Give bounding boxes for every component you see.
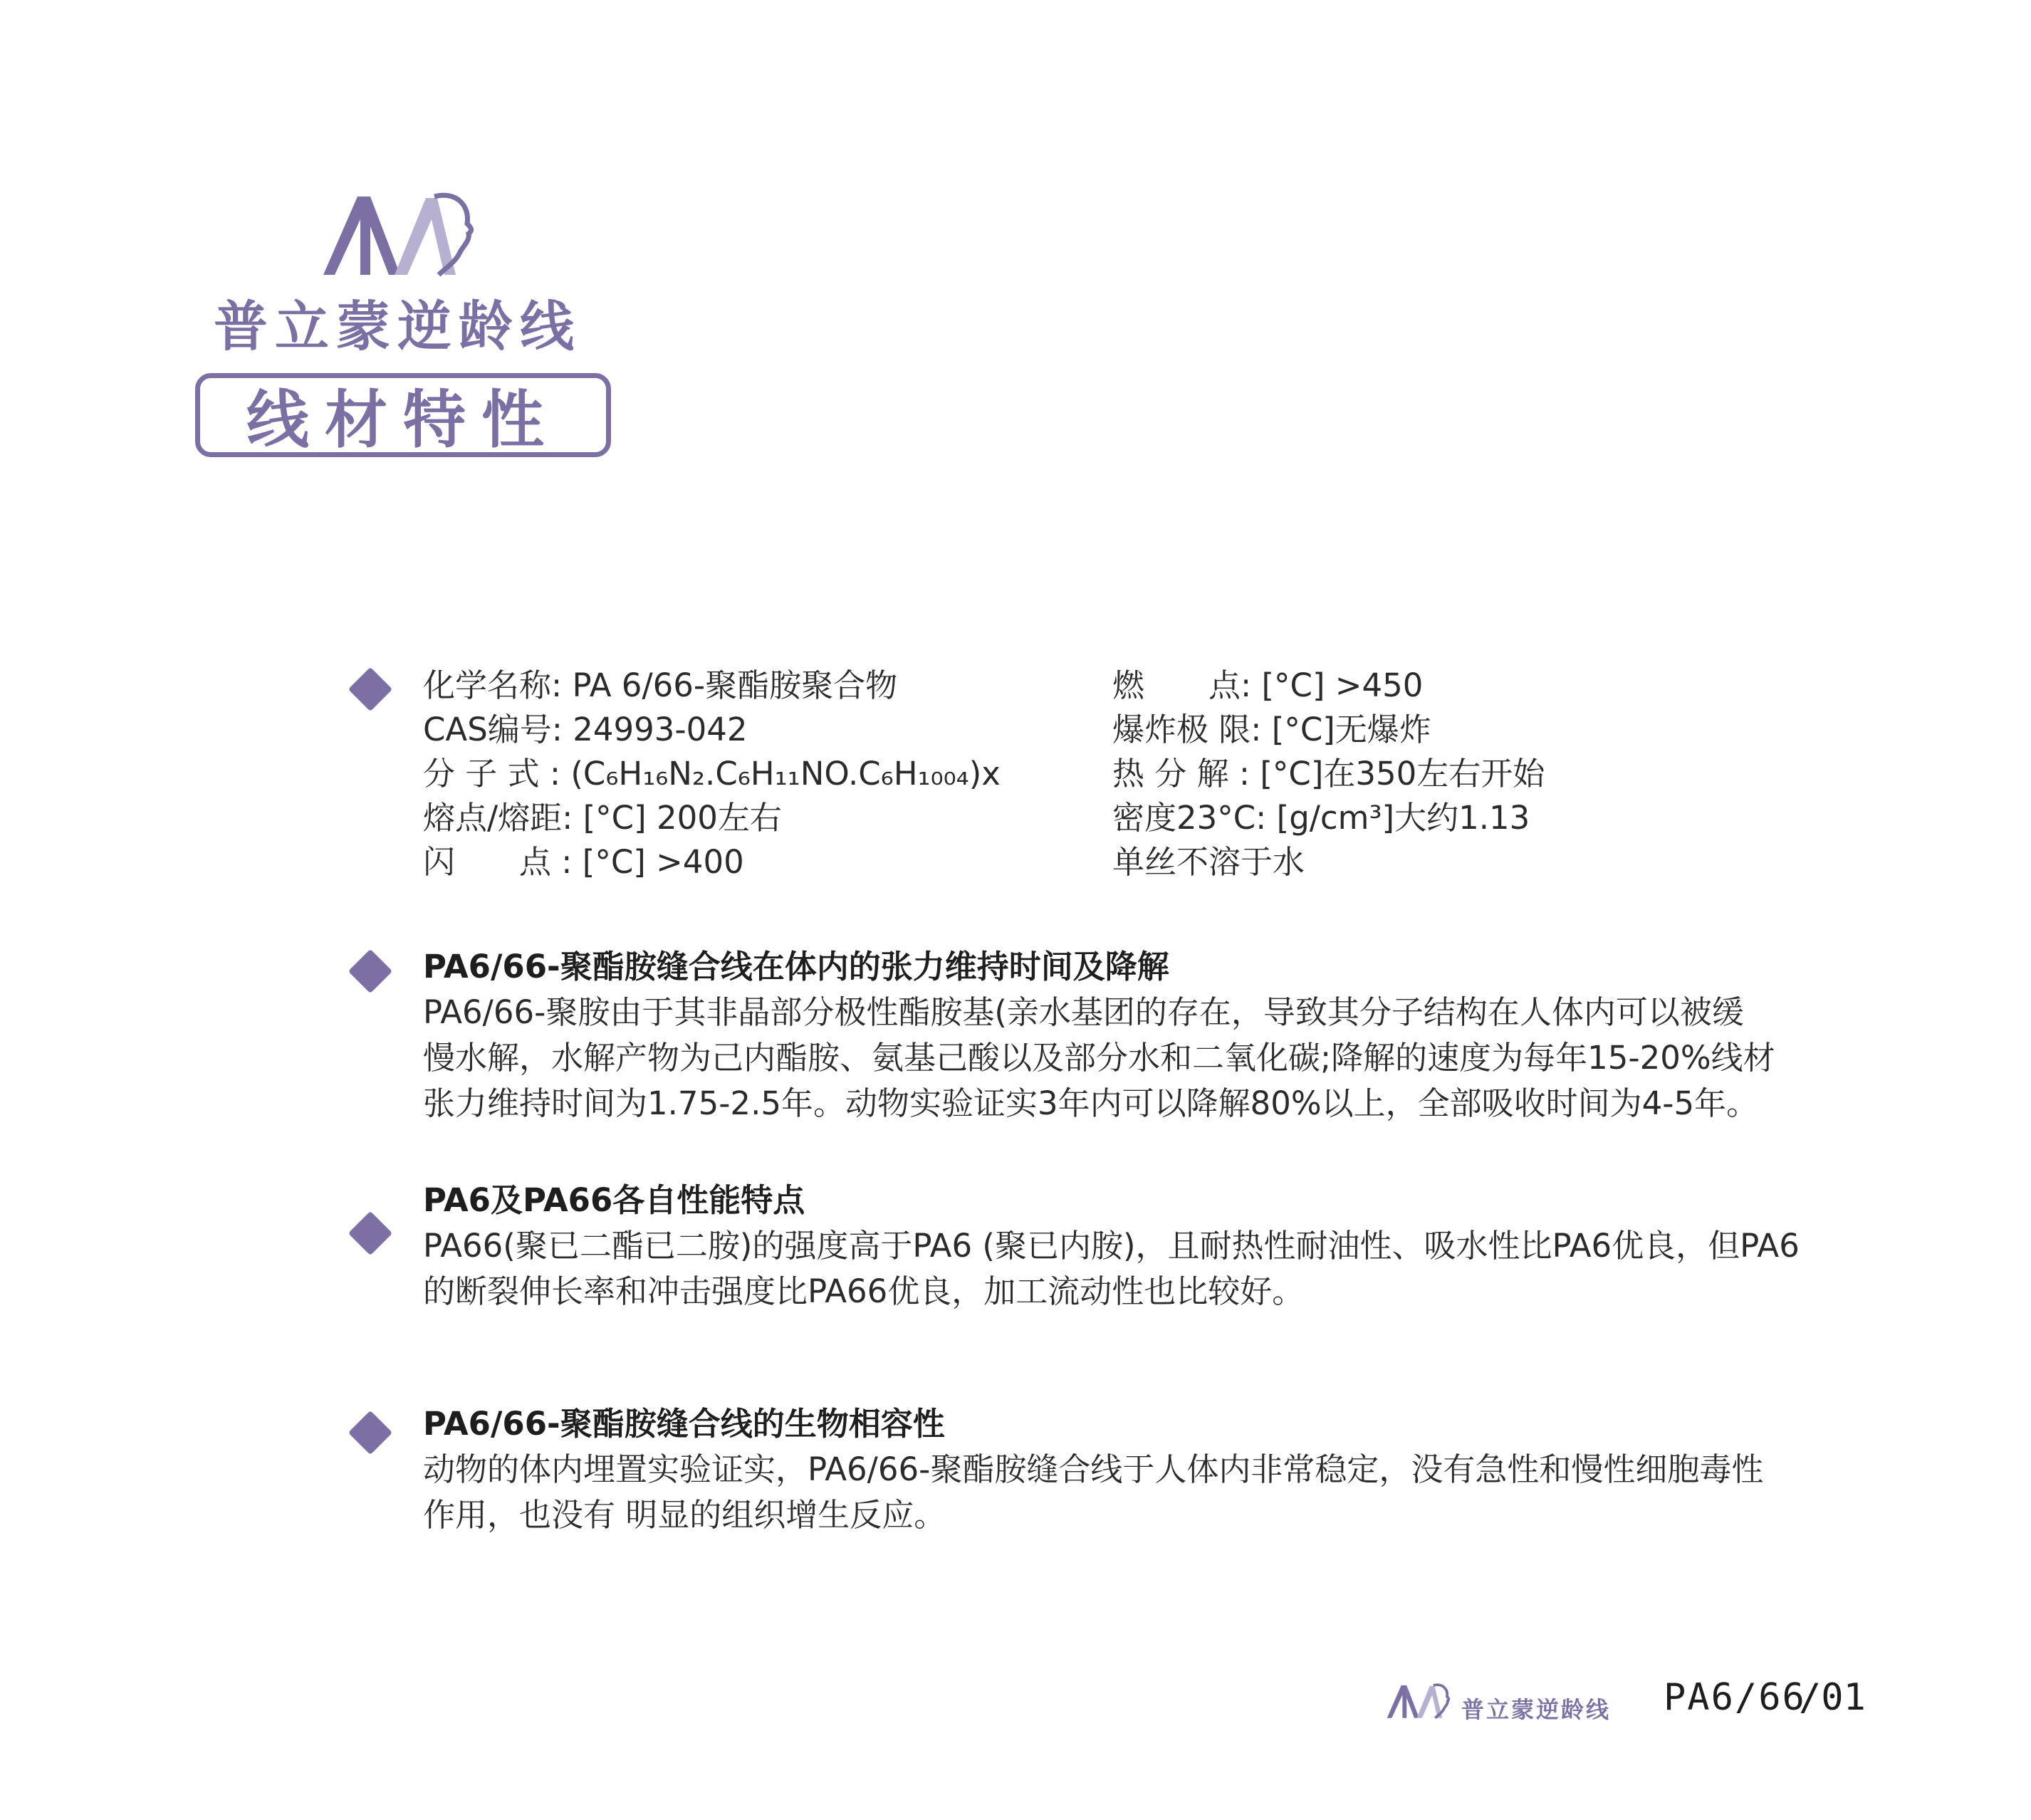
section-line: 张力维持时间为1.75-2.5年。动物实验证实3年内可以降解80%以上，全部吸收时间为4-5年。 xyxy=(423,1084,1759,1122)
section-line: 的断裂伸长率和冲击强度比PA66优良，加工流动性也比较好。 xyxy=(423,1272,1305,1310)
footer-product-code: PA6/66 xyxy=(1664,1676,1806,1719)
section-heading: PA6/66-聚酯胺缝合线在体内的张力维持时间及降解 xyxy=(423,948,1169,985)
property-right-4: 单丝不溶于水 xyxy=(1112,843,1305,881)
property-right-2: 热 分 解 : [°C]在350左右开始 xyxy=(1112,755,1545,793)
ma-profile-logo-icon xyxy=(320,191,484,278)
section-heading: PA6及PA66各自性能特点 xyxy=(423,1181,805,1219)
property-right-0: 燃 点: [°C] >450 xyxy=(1112,666,1424,704)
footer-page-number: /01 xyxy=(1799,1676,1866,1719)
section-title-box xyxy=(195,373,611,457)
page-footer xyxy=(1386,1676,1870,1740)
property-left-2: 分 子 式 : (C₆H₁₆N₂.C₆H₁₁NO.C₆H₁₀₀₄)x xyxy=(423,755,1001,793)
page-title: 线材特性 xyxy=(246,383,560,456)
section-degradation xyxy=(423,944,1847,1126)
property-right-1: 爆炸极 限: [°C]无爆炸 xyxy=(1112,711,1431,748)
section-line: PA66(聚已二酯已二胺)的强度高于PA6 (聚已内胺)，且耐热性耐油性、吸水性比PA6优良，但PA6 xyxy=(423,1227,1800,1265)
ma-profile-logo-small-icon xyxy=(1386,1682,1454,1720)
footer-brand-name: 普立蒙逆龄线 xyxy=(1461,1696,1612,1723)
bullet-diamond-icon xyxy=(348,667,392,711)
section-biocompatibility xyxy=(423,1401,1847,1538)
property-left-1: CAS编号: 24993-042 xyxy=(423,711,748,748)
section-line: PA6/66-聚胺由于其非晶部分极性酯胺基(亲水基团的存在，导致其分子结构在人体内可以被缓 xyxy=(423,993,1744,1031)
property-right-3: 密度23°C: [g/cm³]大约1.13 xyxy=(1112,799,1530,837)
brand-name: 普立蒙逆龄线 xyxy=(214,295,581,358)
section-line: 作用，也没有 明显的组织增生反应。 xyxy=(423,1496,946,1534)
section-line: 慢水解，水解产物为己内酯胺、氨基己酸以及部分水和二氧化碳;降解的速度为每年15-20%线材 xyxy=(423,1039,1775,1077)
section-line: 动物的体内埋置实验证实，PA6/66-聚酯胺缝合线于人体内非常稳定，没有急性和慢性细胞毒性 xyxy=(423,1450,1764,1488)
bullet-diamond-icon xyxy=(348,949,392,993)
section-performance xyxy=(423,1178,1847,1314)
section-heading: PA6/66-聚酯胺缝合线的生物相容性 xyxy=(423,1405,945,1443)
bullet-diamond-icon xyxy=(348,1211,392,1255)
property-left-4: 闪 点 : [°C] >400 xyxy=(423,843,744,881)
bullet-diamond-icon xyxy=(348,1411,392,1455)
property-left-3: 熔点/熔距: [°C] 200左右 xyxy=(423,799,782,837)
brand-logo xyxy=(214,191,612,356)
property-left-0: 化学名称: PA 6/66-聚酯胺聚合物 xyxy=(423,666,898,704)
